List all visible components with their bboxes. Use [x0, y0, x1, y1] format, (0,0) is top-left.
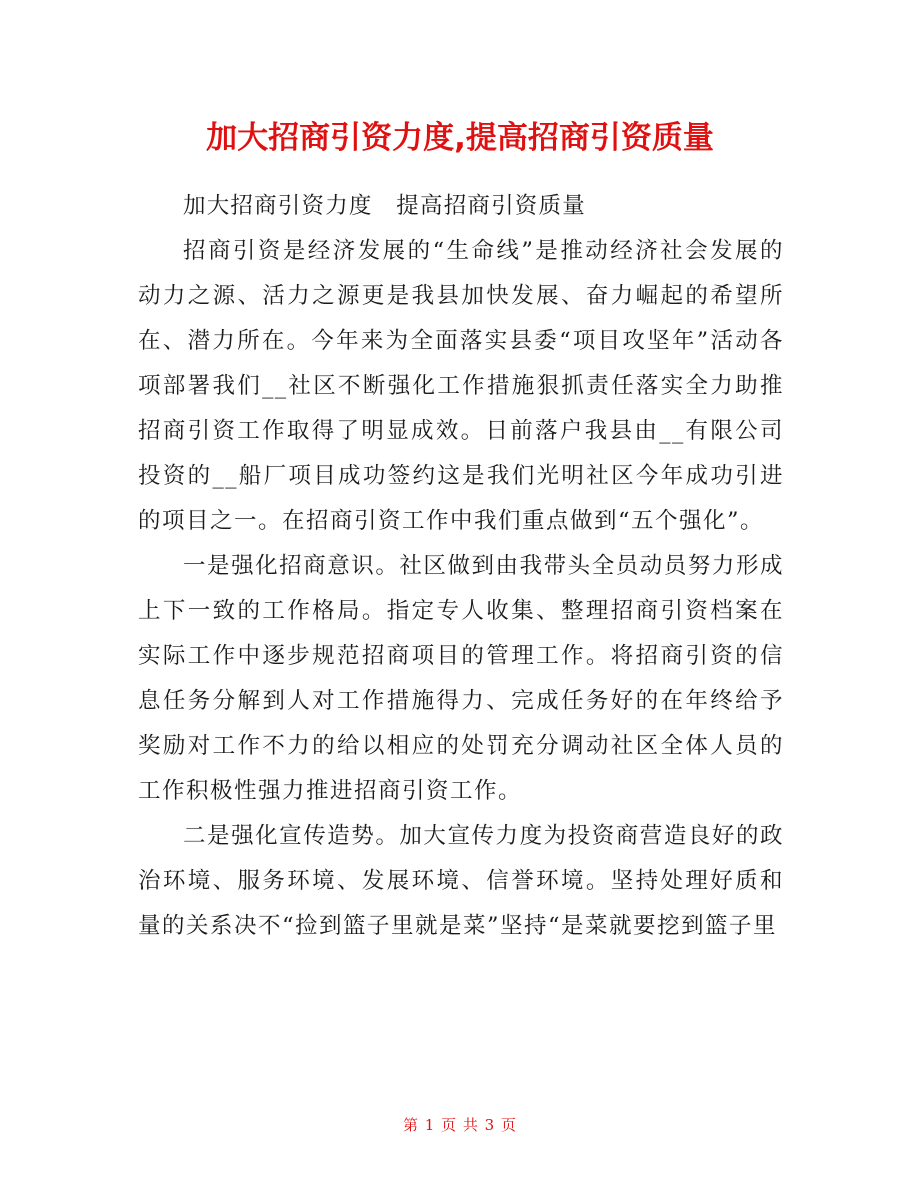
subtitle-paragraph: 加大招商引资力度 提高招商引资质量 [183, 193, 586, 219]
document-body [138, 184, 784, 949]
document-title: 加大招商引资力度,提高招商引资质量 [206, 120, 714, 156]
intro-paragraph: 招商引资是经济发展的“生命线”是推动经济社会发展的动力之源、活力之源更是我县加快发展、奋力崛起的希望所在、潜力所在。今年来为全面落实县委“项目攻坚年”活动各项部署我们__社区不断强化工作措施狠抓责任落实全力助推招商引资工作取得了明显成效。日前落户我县由__有限公司投资的__船厂项目成功签约这是我们光明社区今年成功引进的项目之一。在招商引资工作中我们重点做到“五个强化”。 [138, 238, 784, 534]
point-one-paragraph: 一是强化招商意识。社区做到由我带头全员动员努力形成上下一致的工作格局。指定专人收集、整理招商引资档案在实际工作中逐步规范招商项目的管理工作。将招商引资的信息任务分解到人对工作措施得力、完成任务好的在年终给予奖励对工作不力的给以相应的处罚充分调动社区全体人员的工作积极性强力推进招商引资工作。 [138, 553, 784, 804]
point-two-paragraph: 二是强化宣传造势。加大宣传力度为投资商营造良好的政治环境、服务环境、发展环境、信誉环境。坚持处理好质和量的关系决不“捡到篮子里就是菜”坚持“是菜就要挖到篮子里 [138, 823, 784, 939]
page-number: 第 1 页 共 3 页 [403, 1116, 517, 1134]
